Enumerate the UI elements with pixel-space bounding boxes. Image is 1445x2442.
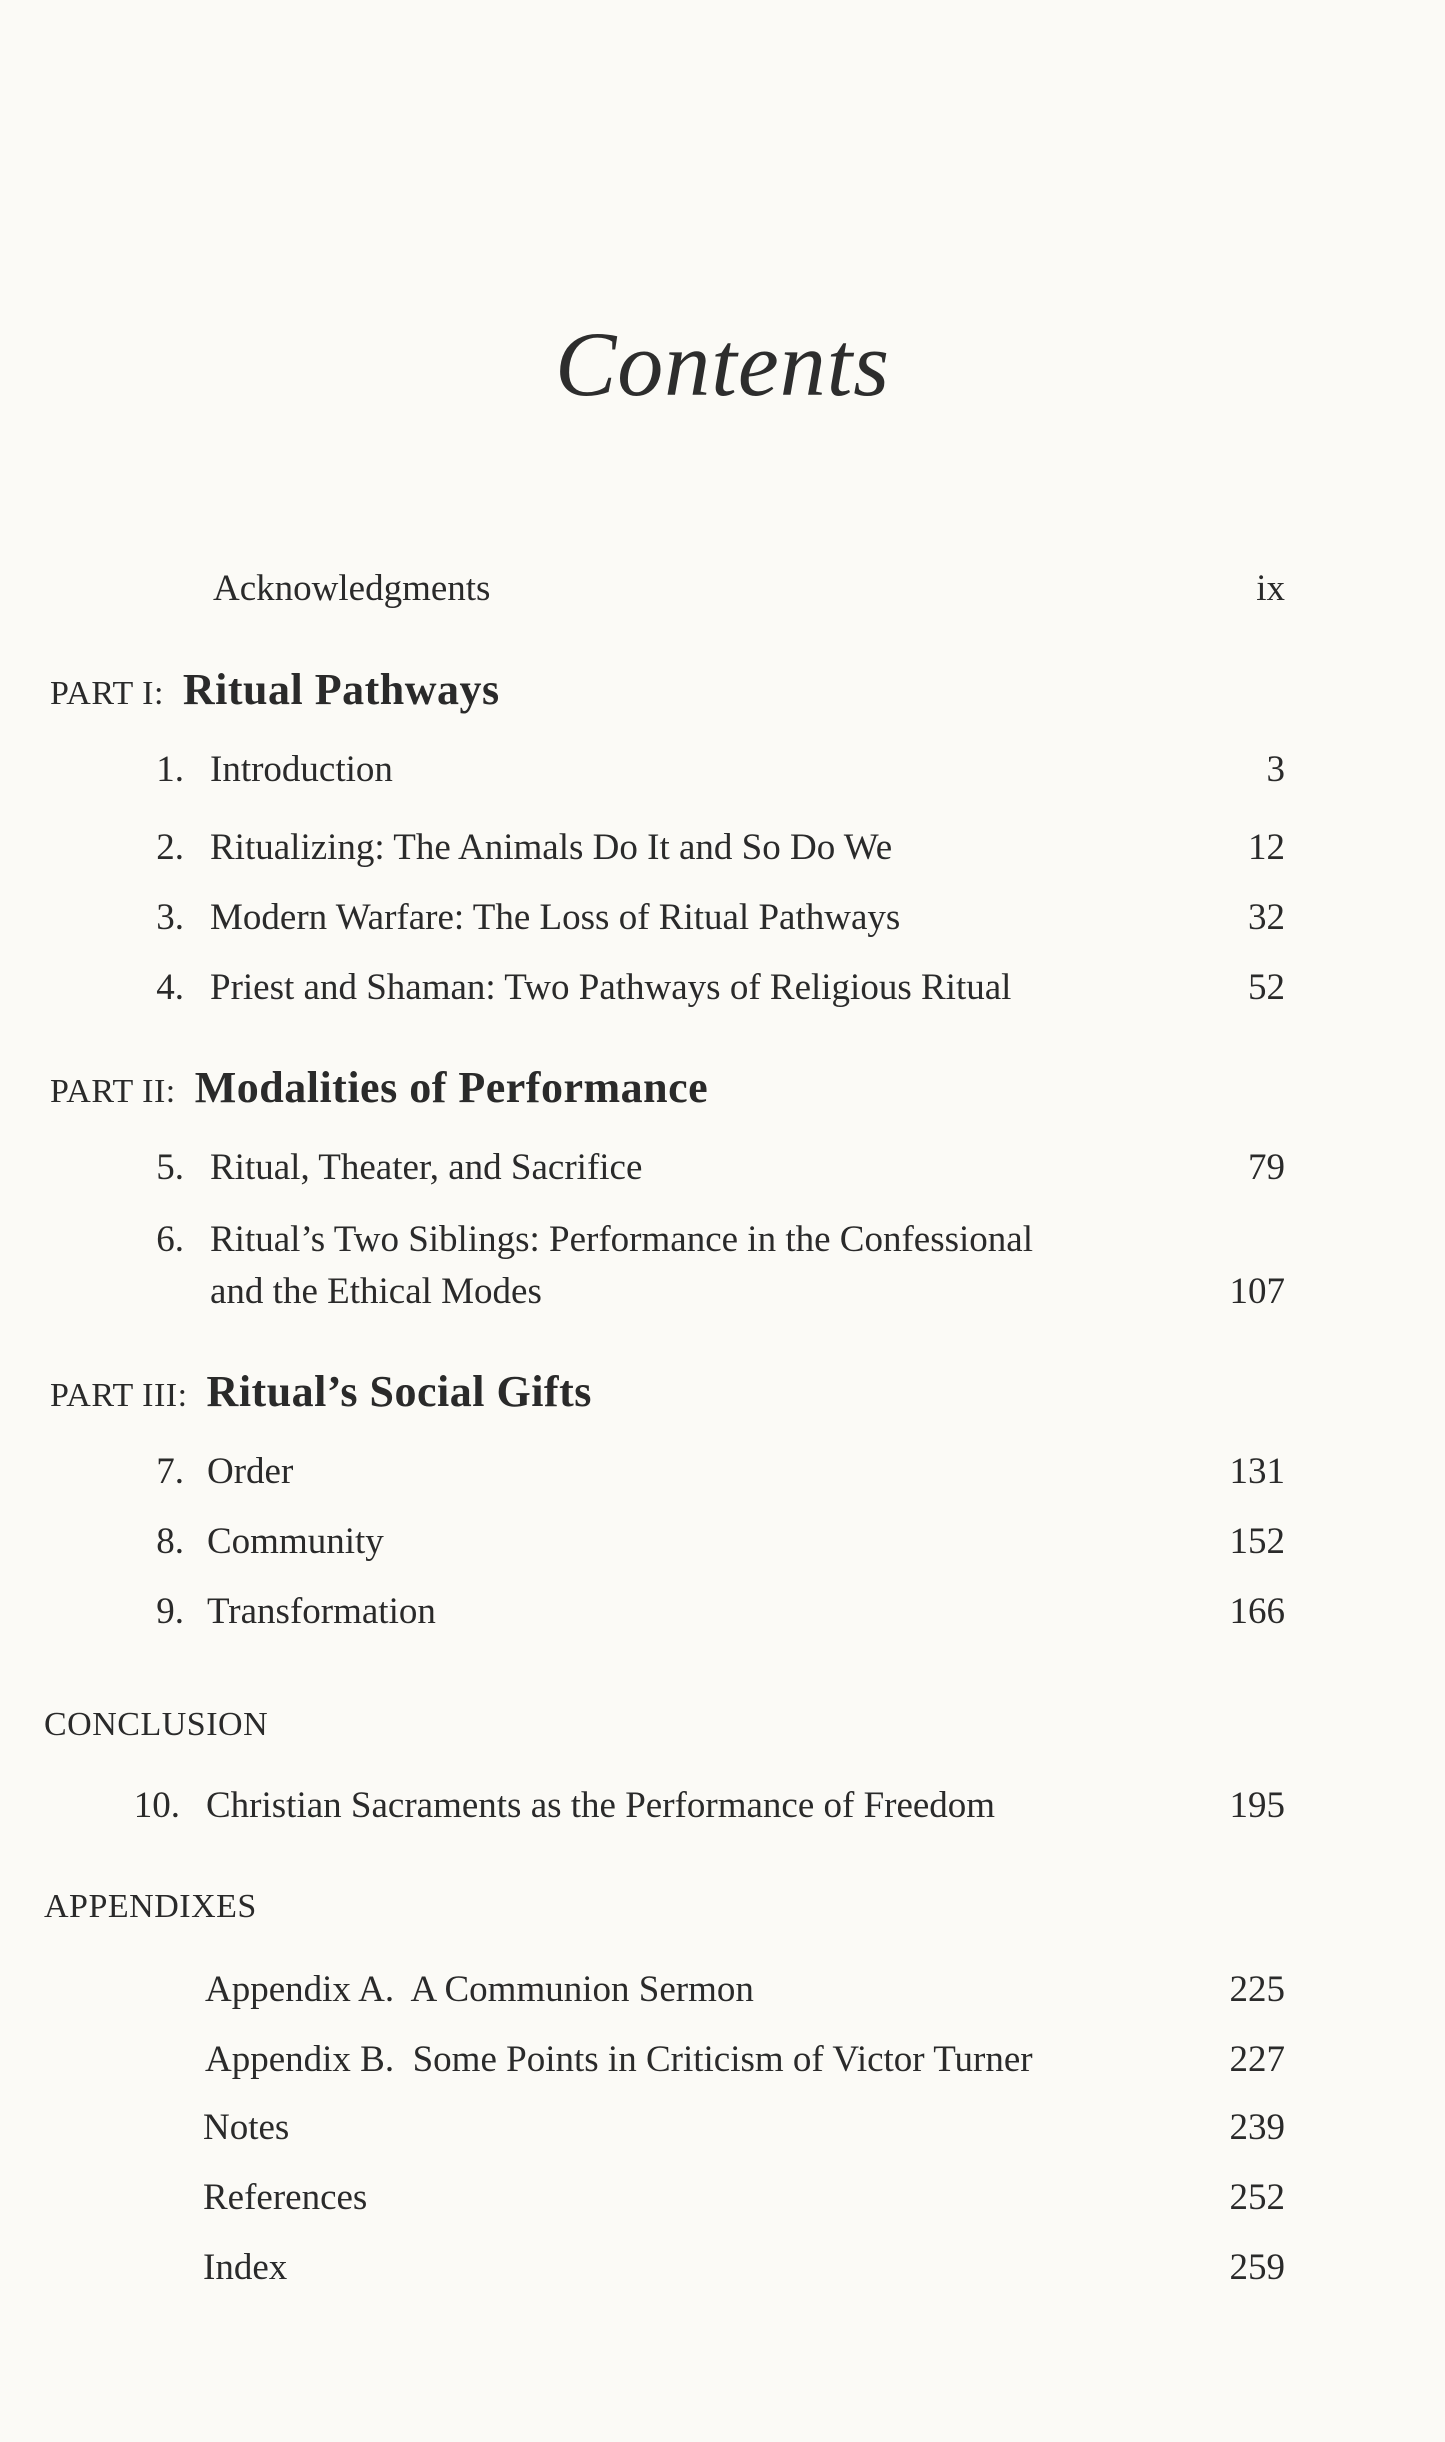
- entry-page: 166: [1229, 1591, 1285, 1632]
- entry-page: 131: [1229, 1451, 1285, 1492]
- entry-label: Ritual’s Two Siblings: Performance in the Confessional: [210, 1219, 1033, 1260]
- part-title: Ritual Pathways: [182, 665, 500, 714]
- entry-label: Transformation: [207, 1591, 436, 1632]
- part-tag: PART I:: [50, 675, 164, 712]
- entry-page: 52: [1248, 967, 1285, 1008]
- entry-page: 225: [1229, 1969, 1285, 2010]
- entry-page: 3: [1266, 749, 1285, 790]
- entry-page: 32: [1248, 897, 1285, 938]
- entry-number: 5.: [156, 1147, 184, 1188]
- entry-label: Acknowledgments: [213, 568, 491, 609]
- entry-label: Index: [203, 2247, 288, 2288]
- entry-number: 8.: [156, 1521, 184, 1562]
- entry-page: 252: [1229, 2177, 1285, 2218]
- entry-number: 10.: [133, 1785, 180, 1826]
- part-heading-3: [50, 1366, 592, 1417]
- entry-label: Ritualizing: The Animals Do It and So Do We: [210, 827, 893, 868]
- part-heading-2: [50, 1062, 708, 1113]
- appendixes-heading: APPENDIXES: [44, 1888, 257, 1925]
- part-title: Ritual’s Social Gifts: [206, 1367, 592, 1416]
- entry-page: ix: [1256, 568, 1285, 609]
- entry-page: 152: [1229, 1521, 1285, 1562]
- entry-label: Appendix B. Some Points in Criticism of Victor Turner: [205, 2039, 1033, 2080]
- entry-label: Christian Sacraments as the Performance of Freedom: [206, 1785, 996, 1826]
- part-tag: PART II:: [50, 1073, 176, 1110]
- part-heading-1: [50, 664, 500, 715]
- entry-page: 12: [1248, 827, 1285, 868]
- entry-label: Modern Warfare: The Loss of Ritual Pathways: [210, 897, 901, 938]
- entry-page: 195: [1229, 1785, 1285, 1826]
- entry-number: 4.: [156, 967, 184, 1008]
- part-tag: PART III:: [50, 1377, 188, 1414]
- entry-label-continued: and the Ethical Modes: [210, 1271, 542, 1312]
- conclusion-heading: CONCLUSION: [44, 1706, 269, 1743]
- entry-number: 6.: [156, 1219, 184, 1260]
- entry-page: 227: [1229, 2039, 1285, 2080]
- page-title: Contents: [554, 313, 891, 415]
- entry-label: Order: [207, 1451, 294, 1492]
- entry-page: 239: [1229, 2107, 1285, 2148]
- part-title: Modalities of Performance: [194, 1063, 709, 1112]
- entry-label: Notes: [203, 2107, 290, 2148]
- entry-label: Community: [207, 1521, 384, 1562]
- entry-label: References: [203, 2177, 368, 2218]
- entry-number: 3.: [156, 897, 184, 938]
- entry-label: Priest and Shaman: Two Pathways of Religious Ritual: [210, 967, 1012, 1008]
- entry-label: Ritual, Theater, and Sacrifice: [210, 1147, 643, 1188]
- entry-label: Introduction: [210, 749, 393, 790]
- entry-number: 9.: [156, 1591, 184, 1632]
- entry-page: 107: [1229, 1271, 1285, 1312]
- entry-page: 79: [1248, 1147, 1285, 1188]
- entry-number: 2.: [156, 827, 184, 868]
- entry-number: 7.: [156, 1451, 184, 1492]
- entry-label: Appendix A. A Communion Sermon: [205, 1969, 754, 2010]
- entry-page: 259: [1229, 2247, 1285, 2288]
- entry-number: 1.: [156, 749, 184, 790]
